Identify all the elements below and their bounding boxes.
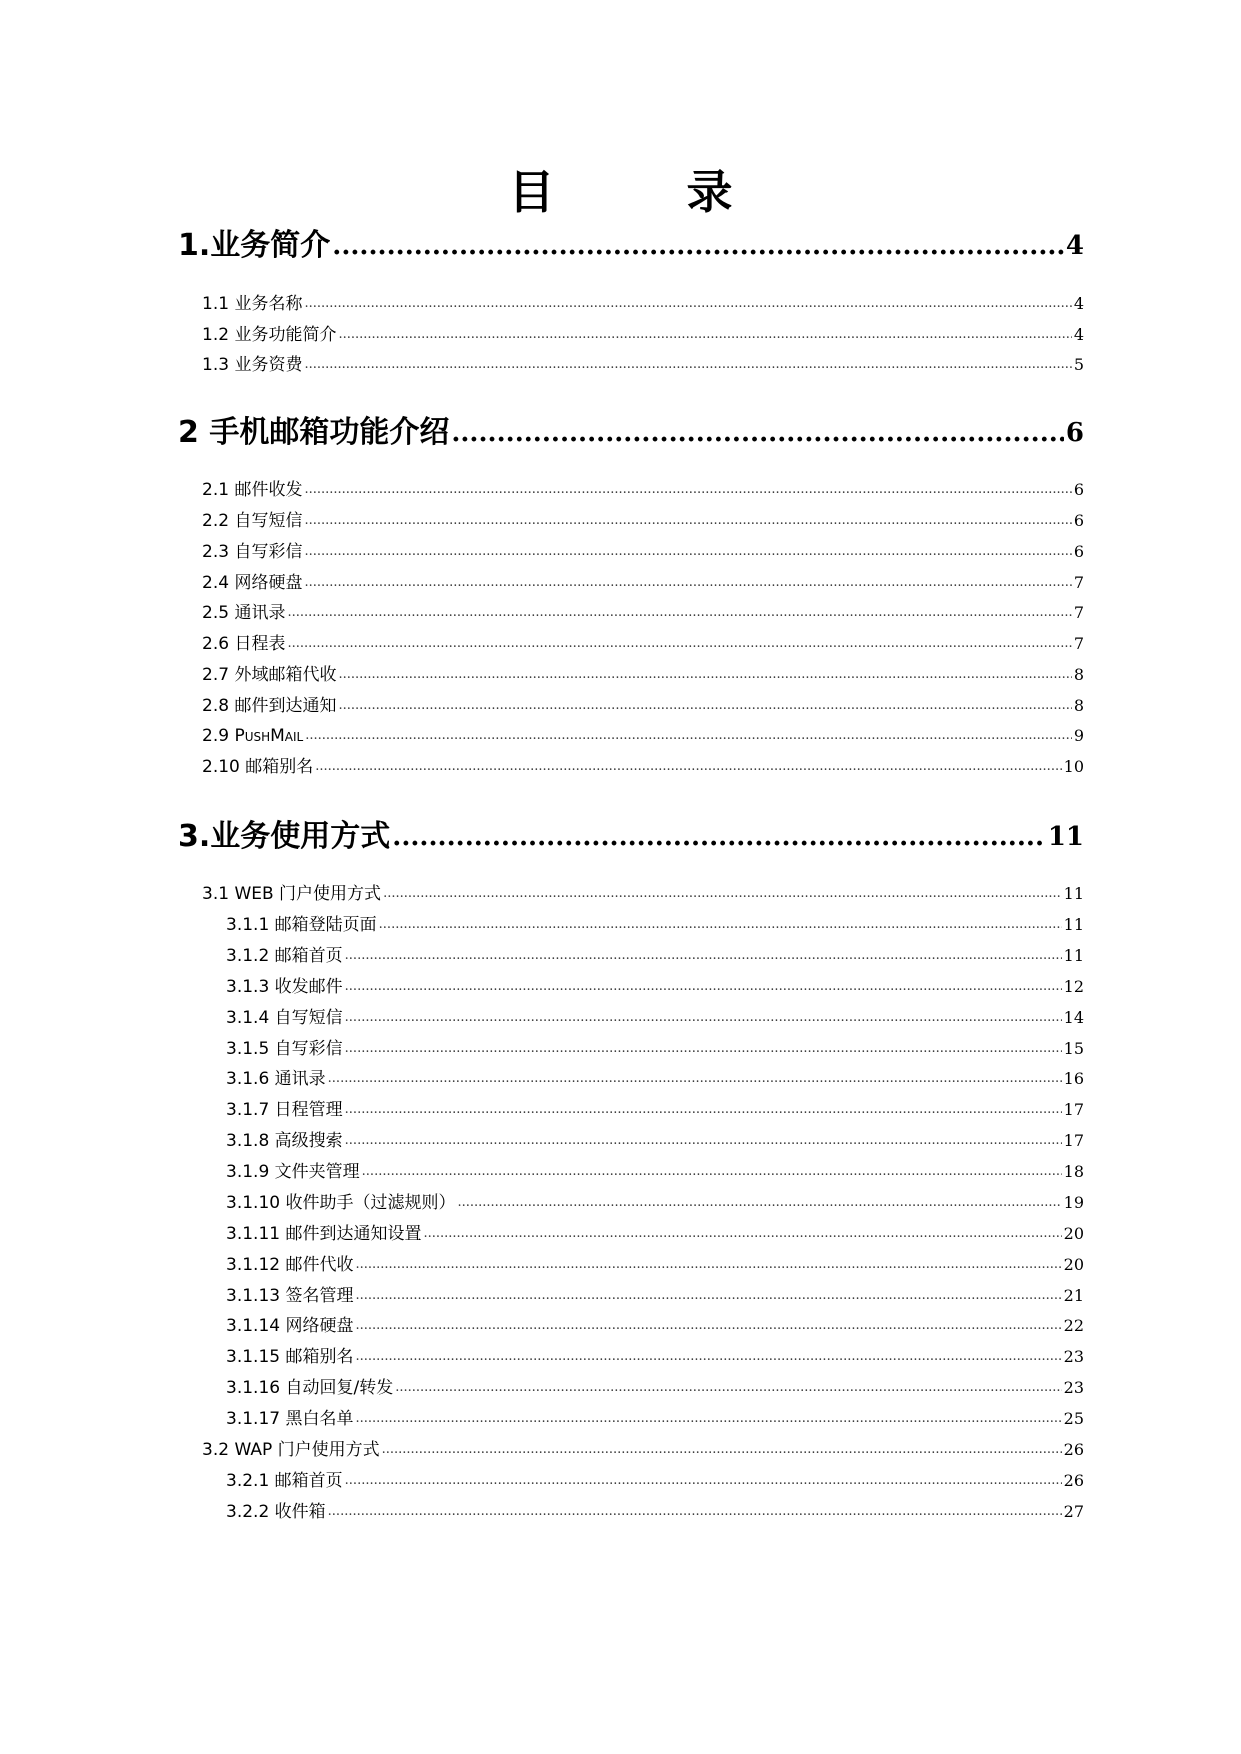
toc-entry-label: 3.1.7 日程管理 — [226, 1100, 343, 1120]
toc-dot-leader — [304, 509, 1071, 533]
toc-entry-label: 2.8 邮件到达通知 — [202, 696, 337, 716]
toc-entry-level-1[interactable] — [178, 413, 1084, 453]
toc-entry-label: 3.1.6 通讯录 — [226, 1069, 326, 1089]
toc-dot-leader — [355, 1345, 1061, 1369]
toc-entry-level-3[interactable] — [226, 1284, 1084, 1308]
toc-title: 目 录 — [508, 165, 791, 219]
toc-entry-level-3[interactable] — [226, 1500, 1084, 1524]
toc-entry-label: 2.3 自写彩信 — [202, 542, 303, 562]
toc-dot-leader — [345, 975, 1062, 999]
toc-dot-leader — [315, 755, 1061, 779]
toc-dot-leader — [355, 1284, 1061, 1308]
toc-entry-level-3[interactable] — [226, 1160, 1084, 1184]
toc-dot-leader — [338, 323, 1071, 347]
toc-page-number: 17 — [1063, 1100, 1084, 1119]
toc-page-number: 4 — [1073, 325, 1084, 344]
toc-entry-level-3[interactable] — [226, 1345, 1084, 1369]
toc-dot-leader — [355, 1314, 1061, 1338]
toc-page-number: 18 — [1063, 1162, 1084, 1181]
toc-entry-label: 3.1.9 文件夹管理 — [226, 1162, 360, 1182]
toc-page-number: 22 — [1063, 1316, 1084, 1335]
toc-entry-level-3[interactable] — [226, 1222, 1084, 1246]
toc-page-number: 4 — [1065, 231, 1084, 261]
toc-dot-leader — [287, 601, 1071, 625]
toc-page-number: 7 — [1073, 634, 1084, 653]
toc-dot-leader — [338, 663, 1071, 687]
toc-entry-level-3[interactable] — [226, 1129, 1084, 1153]
toc-entry-level-2[interactable] — [202, 353, 1084, 377]
toc-entry-label: 3.1.8 高级搜索 — [226, 1131, 343, 1151]
toc-dot-leader — [304, 540, 1071, 564]
toc-dot-leader — [345, 944, 1062, 968]
toc-entry-label: 3.1.15 邮箱别名 — [226, 1347, 354, 1367]
toc-dot-leader — [392, 817, 1046, 857]
toc-dot-leader — [345, 1037, 1062, 1061]
toc-page-number: 25 — [1063, 1409, 1084, 1428]
toc-entry-label: 2.4 网络硬盘 — [202, 573, 303, 593]
toc-entry-level-3[interactable] — [226, 1067, 1084, 1091]
toc-entry-label: 2.5 通讯录 — [202, 603, 286, 623]
toc-entry-level-2[interactable] — [202, 601, 1084, 625]
toc-dot-leader — [383, 882, 1062, 906]
toc-page-number: 9 — [1073, 726, 1084, 745]
toc-entry-label: 2 手机邮箱功能介绍 — [178, 415, 450, 450]
toc-page-number: 6 — [1073, 542, 1084, 561]
toc-page-number: 17 — [1063, 1131, 1084, 1150]
toc-dot-leader — [457, 1191, 1061, 1215]
toc-page-number: 6 — [1073, 511, 1084, 530]
toc-entry-level-3[interactable] — [226, 944, 1084, 968]
toc-dot-leader — [355, 1407, 1061, 1431]
toc-dot-leader — [379, 913, 1062, 937]
toc-page-number: 16 — [1063, 1069, 1084, 1088]
toc-page-number: 14 — [1063, 1008, 1084, 1027]
toc-entry-level-2[interactable] — [202, 540, 1084, 564]
toc-dot-leader — [423, 1222, 1061, 1246]
toc-entry-label: 2.2 自写短信 — [202, 511, 303, 531]
toc-page-number: 8 — [1073, 665, 1084, 684]
toc-entry-label: 3.1.3 收发邮件 — [226, 977, 343, 997]
toc-entry-level-3[interactable] — [226, 1469, 1084, 1493]
toc-page-number: 7 — [1073, 603, 1084, 622]
toc-entry-label: 1.3 业务资费 — [202, 355, 303, 375]
toc-entry-level-3[interactable] — [226, 1098, 1084, 1122]
toc-entry-label: 2.1 邮件收发 — [202, 480, 303, 500]
toc-page-number: 10 — [1063, 757, 1084, 776]
toc-entry-label: 2.7 外域邮箱代收 — [202, 665, 337, 685]
toc-page-number: 23 — [1063, 1347, 1084, 1366]
toc-entry-label: 1.业务简介 — [178, 228, 331, 263]
toc-entry-level-3[interactable] — [226, 1253, 1084, 1277]
toc-dot-leader — [345, 1098, 1062, 1122]
toc-page-number: 4 — [1073, 294, 1084, 313]
toc-entry-level-1[interactable] — [178, 817, 1084, 857]
toc-entry-label: 3.1.10 收件助手（过滤规则） — [226, 1193, 456, 1213]
toc-entry-label: 3.2 WAP 门户使用方式 — [202, 1440, 380, 1460]
toc-entry-level-3[interactable] — [226, 913, 1084, 937]
toc-entry-level-2[interactable] — [202, 632, 1084, 656]
toc-page-number: 21 — [1063, 1286, 1084, 1305]
toc-entry-level-3[interactable] — [226, 1037, 1084, 1061]
toc-entry-level-2[interactable] — [202, 323, 1084, 347]
toc-page-number: 26 — [1063, 1471, 1084, 1490]
toc-dot-leader — [304, 478, 1071, 502]
toc-page-number: 5 — [1073, 355, 1084, 374]
toc-entry-label: 2.6 日程表 — [202, 634, 286, 654]
toc-entry-level-1[interactable] — [178, 226, 1084, 266]
toc-dot-leader — [355, 1253, 1061, 1277]
toc-page-number: 15 — [1063, 1039, 1084, 1058]
toc-entry-level-3[interactable] — [226, 1407, 1084, 1431]
toc-entry-level-2[interactable] — [202, 478, 1084, 502]
toc-entry-label: 1.2 业务功能简介 — [202, 325, 337, 345]
toc-entry-level-3[interactable] — [226, 1191, 1084, 1215]
toc-entry-label: 3.1.2 邮箱首页 — [226, 946, 343, 966]
toc-entry-level-3[interactable] — [226, 975, 1084, 999]
toc-page-number: 20 — [1063, 1224, 1084, 1243]
toc-page-number: 11 — [1063, 884, 1084, 903]
toc-entry-level-2[interactable] — [202, 724, 1084, 748]
toc-dot-leader — [362, 1160, 1062, 1184]
toc-page-number: 7 — [1073, 573, 1084, 592]
toc-dot-leader — [338, 694, 1071, 718]
toc-entry-level-2[interactable] — [202, 755, 1084, 779]
toc-dot-leader — [332, 226, 1064, 266]
toc-entry-label: 3.1.16 自动回复/转发 — [226, 1378, 394, 1398]
toc-entry-level-2[interactable] — [202, 571, 1084, 595]
toc-entry-label: 2.10 邮箱别名 — [202, 757, 314, 777]
toc-page-number: 11 — [1063, 915, 1084, 934]
toc-dot-leader — [287, 632, 1071, 656]
toc-page-number: 6 — [1073, 480, 1084, 499]
toc-dot-leader — [345, 1129, 1062, 1153]
toc-dot-leader — [451, 413, 1064, 453]
toc-entry-level-3[interactable] — [226, 1006, 1084, 1030]
toc-page-number: 23 — [1063, 1378, 1084, 1397]
toc-entry-level-2[interactable] — [202, 694, 1084, 718]
toc-entry-label: 3.1.13 签名管理 — [226, 1286, 354, 1306]
toc-entry-level-3[interactable] — [226, 1376, 1084, 1400]
toc-entry-label: 3.1.11 邮件到达通知设置 — [226, 1224, 422, 1244]
toc-page-number: 19 — [1063, 1193, 1084, 1212]
toc-dot-leader — [395, 1376, 1061, 1400]
toc-page-number: 11 — [1047, 822, 1084, 852]
toc-dot-leader — [345, 1006, 1062, 1030]
toc-dot-leader — [345, 1469, 1062, 1493]
toc-entry-level-2[interactable] — [202, 292, 1084, 316]
toc-entry-label: 3.2.2 收件箱 — [226, 1502, 326, 1522]
toc-entry-label: 3.1 WEB 门户使用方式 — [202, 884, 382, 904]
toc-page-number: 11 — [1063, 946, 1084, 965]
toc-entry-label: 1.1 业务名称 — [202, 294, 303, 314]
toc-dot-leader — [328, 1067, 1062, 1091]
toc-page-number: 12 — [1063, 977, 1084, 996]
toc-dot-leader — [304, 571, 1071, 595]
toc-entry-level-3[interactable] — [226, 1314, 1084, 1338]
toc-dot-leader — [304, 292, 1071, 316]
toc-entry-level-2[interactable] — [202, 509, 1084, 533]
toc-page-number: 6 — [1065, 418, 1084, 448]
toc-entry-level-2[interactable] — [202, 663, 1084, 687]
toc-entry-label: 3.1.4 自写短信 — [226, 1008, 343, 1028]
toc-entry-label: 3.业务使用方式 — [178, 819, 391, 854]
toc-entry-level-2[interactable] — [202, 882, 1084, 906]
toc-page-number: 8 — [1073, 696, 1084, 715]
toc-dot-leader — [304, 353, 1071, 377]
toc-entry-label: 3.1.1 邮箱登陆页面 — [226, 915, 377, 935]
toc-entry-label: 3.1.5 自写彩信 — [226, 1039, 343, 1059]
toc-entry-label: 2.9 PushMail — [202, 726, 304, 746]
toc-entry-label: 3.2.1 邮箱首页 — [226, 1471, 343, 1491]
toc-page-number: 27 — [1063, 1502, 1084, 1521]
toc-entry-label: 3.1.17 黑白名单 — [226, 1409, 354, 1429]
toc-dot-leader — [382, 1438, 1062, 1462]
toc-entry-label: 3.1.12 邮件代收 — [226, 1255, 354, 1275]
toc-page-number: 20 — [1063, 1255, 1084, 1274]
toc-page-number: 26 — [1063, 1440, 1084, 1459]
toc-entry-level-2[interactable] — [202, 1438, 1084, 1462]
toc-entry-label: 3.1.14 网络硬盘 — [226, 1316, 354, 1336]
toc-dot-leader — [305, 724, 1072, 748]
toc-dot-leader — [328, 1500, 1062, 1524]
